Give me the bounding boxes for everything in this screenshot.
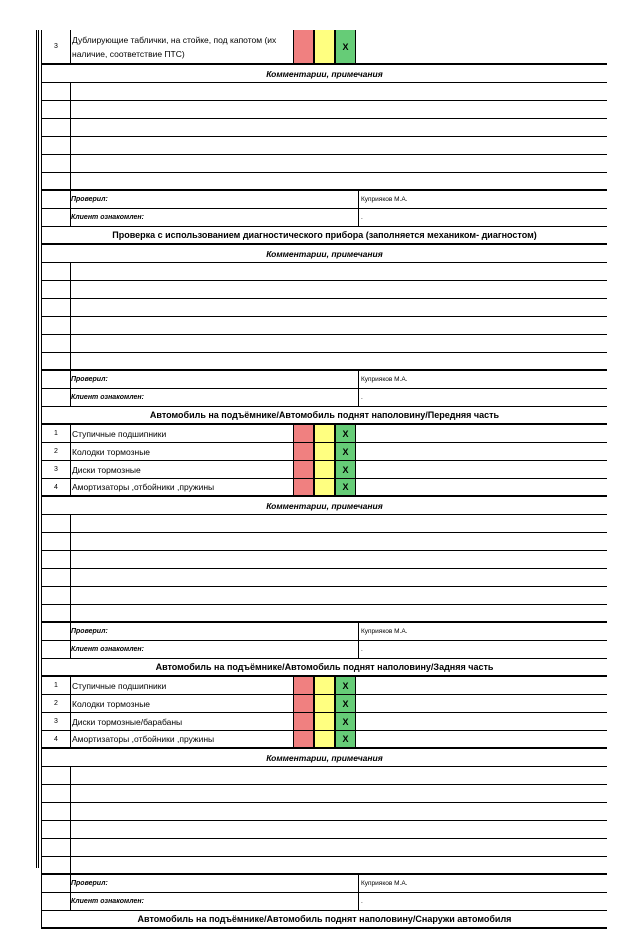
comment-row[interactable] — [41, 551, 607, 569]
status-green-cell[interactable]: X — [335, 425, 356, 442]
comment-row[interactable] — [41, 515, 607, 533]
item-label: Амортизаторы ,отбойники ,пружины — [72, 482, 215, 492]
signature-row-client — [41, 641, 607, 659]
row-number-cell — [42, 515, 71, 532]
checked-by-value: Куприяков М.А. — [361, 628, 408, 635]
status-yellow-cell[interactable] — [314, 461, 335, 478]
status-red-cell[interactable] — [293, 731, 314, 747]
comment-row[interactable] — [41, 299, 607, 317]
comment-row[interactable] — [41, 533, 607, 551]
status-red-cell[interactable] — [293, 695, 314, 712]
page-border-left — [36, 30, 39, 868]
cell-divider — [358, 209, 359, 226]
comment-row[interactable] — [41, 785, 607, 803]
comment-row[interactable] — [41, 605, 607, 623]
checked-by-label: Проверил: — [71, 880, 108, 887]
status-red-cell[interactable] — [293, 461, 314, 478]
comment-row[interactable] — [41, 839, 607, 857]
checklist-row — [41, 695, 607, 713]
comments-title: Комментарии, примечания — [266, 248, 383, 259]
status-yellow-cell[interactable] — [314, 695, 335, 712]
client-ack-label: Клиент ознакомлен: — [71, 214, 144, 221]
comment-row[interactable] — [41, 173, 607, 191]
status-yellow-cell[interactable] — [314, 443, 335, 460]
row-number-cell — [42, 623, 71, 640]
comment-row[interactable] — [41, 335, 607, 353]
cell-divider — [358, 191, 359, 208]
row-number-cell — [42, 587, 71, 604]
status-green-cell[interactable]: X — [335, 479, 356, 495]
item-label: Ступичные подшипники — [72, 680, 167, 691]
comment-row[interactable] — [41, 821, 607, 839]
row-number-cell — [42, 605, 71, 621]
status-green-cell[interactable]: X — [335, 677, 356, 694]
row-number-cell — [42, 533, 71, 550]
client-ack-label: Клиент ознакомлен: — [71, 394, 144, 401]
status-yellow-cell[interactable] — [314, 677, 335, 694]
comment-row[interactable] — [41, 155, 607, 173]
row-number-cell — [42, 641, 71, 658]
signature-row-client — [41, 389, 607, 407]
checked-by-value: Куприяков М.А. — [361, 196, 408, 203]
row-number-cell — [42, 389, 71, 406]
status-red-cell[interactable] — [293, 30, 314, 63]
comments-header — [41, 245, 607, 263]
row-number-cell — [42, 893, 71, 910]
comments-header — [41, 65, 607, 83]
comments-header — [41, 749, 607, 767]
item-label: Колодки тормозные — [72, 446, 151, 457]
comments-title: Комментарии, примечания — [266, 500, 383, 511]
row-number-cell — [42, 191, 71, 208]
item-number: 3 — [42, 30, 71, 63]
item-number: 3 — [42, 461, 71, 478]
cell-divider — [358, 893, 359, 910]
item-number: 4 — [42, 479, 71, 495]
row-number-cell — [42, 137, 71, 154]
comment-row[interactable] — [41, 317, 607, 335]
inspection-sheet — [41, 30, 607, 929]
client-ack-value: . — [361, 898, 363, 905]
item-label: Ступичные подшипники — [72, 428, 167, 439]
checked-by-value: Куприяков М.А. — [361, 376, 408, 383]
section-title: Проверка с использованием диагностического прибора (заполняется механиком- диагностом) — [112, 230, 537, 240]
comment-row[interactable] — [41, 587, 607, 605]
row-number-cell — [42, 353, 71, 369]
cell-divider — [358, 371, 359, 388]
status-yellow-cell[interactable] — [314, 731, 335, 747]
status-red-cell[interactable] — [293, 479, 314, 495]
status-green-cell[interactable]: X — [335, 443, 356, 460]
status-red-cell[interactable] — [293, 677, 314, 694]
signature-row-checked — [41, 371, 607, 389]
checklist-row — [41, 479, 607, 497]
status-yellow-cell[interactable] — [314, 713, 335, 730]
cell-divider — [358, 641, 359, 658]
status-green-cell[interactable]: X — [335, 713, 356, 730]
row-number-cell — [42, 875, 71, 892]
item-number: 2 — [42, 695, 71, 712]
client-ack-value: . — [361, 214, 363, 221]
checked-by-label: Проверил: — [71, 376, 108, 383]
row-number-cell — [42, 101, 71, 118]
row-number-cell — [42, 155, 71, 172]
item-number: 1 — [42, 677, 71, 694]
checklist-row — [41, 461, 607, 479]
comments-title: Комментарии, примечания — [266, 68, 383, 79]
row-number-cell — [42, 839, 71, 856]
status-yellow-cell[interactable] — [314, 30, 335, 63]
section-header-diagnostic — [41, 227, 607, 245]
section-header-outside — [41, 911, 607, 929]
row-number-cell — [42, 335, 71, 352]
section-header-rear — [41, 659, 607, 677]
row-number-cell — [42, 281, 71, 298]
status-green-cell[interactable]: X — [335, 695, 356, 712]
checked-by-label: Проверил: — [71, 628, 108, 635]
status-green-cell[interactable]: X — [335, 731, 356, 747]
client-ack-value: . — [361, 394, 363, 401]
cell-divider — [358, 389, 359, 406]
table-row — [41, 30, 607, 65]
comment-row[interactable] — [41, 857, 607, 875]
section-header-front — [41, 407, 607, 425]
item-number: 1 — [42, 425, 71, 442]
checklist-row — [41, 425, 607, 443]
row-number-cell — [42, 767, 71, 784]
signature-row-checked — [41, 191, 607, 209]
cell-divider — [358, 875, 359, 892]
comments-title: Комментарии, примечания — [266, 752, 383, 763]
item-number: 2 — [42, 443, 71, 460]
row-number-cell — [42, 551, 71, 568]
comment-row[interactable] — [41, 281, 607, 299]
item-label — [71, 30, 294, 63]
row-number-cell — [42, 785, 71, 802]
item-label: Колодки тормозные — [72, 698, 151, 709]
signature-row-client — [41, 209, 607, 227]
client-ack-value: . — [361, 646, 363, 653]
item-label-line1: Дублирующие таблички, на стойке, под капотом (их — [72, 34, 277, 45]
row-number-cell — [42, 317, 71, 334]
row-number-cell — [42, 371, 71, 388]
signature-row-client — [41, 893, 607, 911]
checklist-row — [41, 443, 607, 461]
status-red-cell[interactable] — [293, 425, 314, 442]
item-number: 4 — [42, 731, 71, 747]
section-title: Автомобиль на подъёмнике/Автомобиль поднят наполовину/Задняя часть — [155, 662, 494, 672]
status-yellow-cell[interactable] — [314, 425, 335, 442]
comment-row[interactable] — [41, 119, 607, 137]
comment-row[interactable] — [41, 263, 607, 281]
item-number: 3 — [42, 713, 71, 730]
comment-row[interactable] — [41, 83, 607, 101]
row-number-cell — [42, 209, 71, 226]
checklist-row — [41, 677, 607, 695]
comment-row[interactable] — [41, 101, 607, 119]
row-number-cell — [42, 263, 71, 280]
row-number-cell — [42, 569, 71, 586]
comment-row[interactable] — [41, 569, 607, 587]
status-red-cell[interactable] — [293, 713, 314, 730]
cell-divider — [358, 623, 359, 640]
status-green-cell[interactable]: X — [335, 30, 356, 63]
row-number-cell — [42, 857, 71, 873]
item-label: Амортизаторы ,отбойники ,пружины — [72, 734, 215, 744]
item-label: Диски тормозные — [72, 464, 141, 475]
status-green-cell[interactable]: X — [335, 461, 356, 478]
status-red-cell[interactable] — [293, 443, 314, 460]
comment-row[interactable] — [41, 803, 607, 821]
row-number-cell — [42, 119, 71, 136]
comment-row[interactable] — [41, 353, 607, 371]
checklist-row — [41, 731, 607, 749]
checked-by-value: Куприяков М.А. — [361, 880, 408, 887]
row-number-cell — [42, 173, 71, 189]
signature-row-checked — [41, 623, 607, 641]
client-ack-label: Клиент ознакомлен: — [71, 898, 144, 905]
row-number-cell — [42, 83, 71, 100]
comment-row[interactable] — [41, 137, 607, 155]
signature-row-checked — [41, 875, 607, 893]
section-title: Автомобиль на подъёмнике/Автомобиль поднят наполовину/Передняя часть — [149, 410, 500, 420]
section-title: Автомобиль на подъёмнике/Автомобиль поднят наполовину/Снаружи автомобиля — [137, 914, 512, 924]
comments-header — [41, 497, 607, 515]
row-number-cell — [42, 821, 71, 838]
checked-by-label: Проверил: — [71, 196, 108, 203]
checklist-row — [41, 713, 607, 731]
item-label: Диски тормозные/барабаны — [72, 716, 183, 727]
row-number-cell — [42, 299, 71, 316]
comment-row[interactable] — [41, 767, 607, 785]
client-ack-label: Клиент ознакомлен: — [71, 646, 144, 653]
status-yellow-cell[interactable] — [314, 479, 335, 495]
row-number-cell — [42, 803, 71, 820]
item-label-line2: наличие, соответствие ПТС) — [72, 48, 185, 59]
